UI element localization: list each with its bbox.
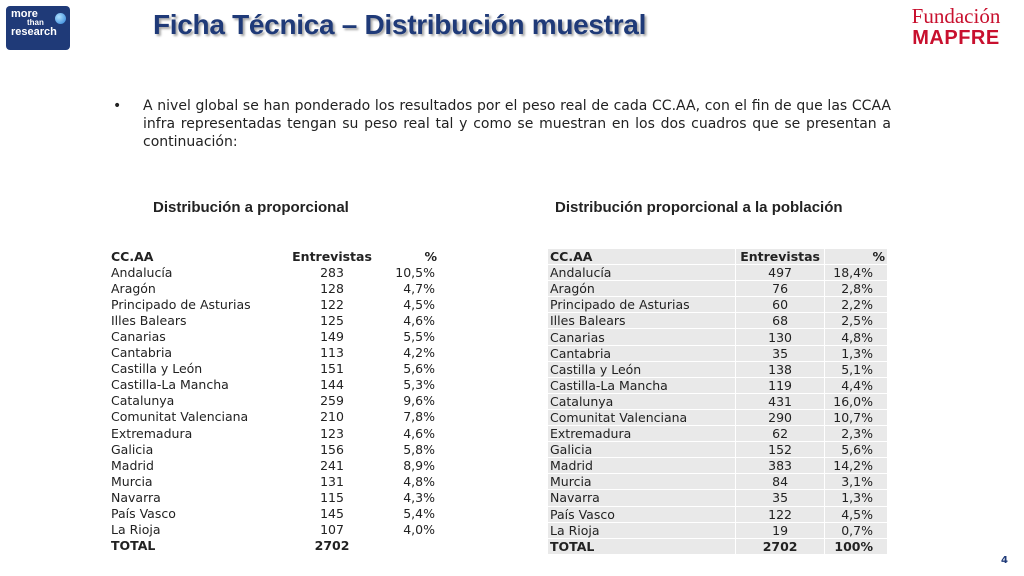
bullet-icon: • <box>113 98 122 114</box>
cell-percent: 1,3% <box>824 345 887 361</box>
cell-ccaa: Extremadura <box>548 426 736 442</box>
cell-ccaa: Navarra <box>548 490 736 506</box>
cell-percent: 2,8% <box>824 281 887 297</box>
cell-entrevistas: 156 <box>320 441 344 457</box>
logo-left-line2: than <box>27 18 44 27</box>
table-row <box>109 312 439 328</box>
table-row <box>548 506 888 522</box>
right-table-title: Distribución proporcional a la población <box>555 199 843 216</box>
column-header-entrevistas: Entrevistas <box>292 248 372 264</box>
table-header-row <box>548 249 888 265</box>
cell-ccaa: Illes Balears <box>548 313 736 329</box>
cell-ccaa: Castilla-La Mancha <box>111 377 229 393</box>
cell-entrevistas: 125 <box>320 312 344 328</box>
cell-percent: 3,1% <box>824 474 887 490</box>
page-number: 4 <box>1001 555 1008 566</box>
table-row <box>109 393 439 409</box>
cell-entrevistas: 152 <box>736 442 825 458</box>
globe-icon <box>55 13 66 24</box>
cell-percent: 2,3% <box>824 426 887 442</box>
cell-percent: 4,7% <box>403 280 435 296</box>
table-row <box>109 361 439 377</box>
cell-entrevistas: 19 <box>736 522 825 538</box>
cell-entrevistas: 35 <box>736 345 825 361</box>
cell-entrevistas: 290 <box>736 409 825 425</box>
cell-entrevistas: 62 <box>736 426 825 442</box>
total-cell-entrevistas: 2702 <box>736 538 825 554</box>
table-total-row <box>548 538 888 554</box>
cell-entrevistas: 210 <box>320 409 344 425</box>
cell-percent: 4,6% <box>403 425 435 441</box>
cell-entrevistas: 115 <box>320 489 344 505</box>
cell-entrevistas: 123 <box>320 425 344 441</box>
cell-percent: 5,8% <box>403 441 435 457</box>
cell-ccaa: Castilla y León <box>111 361 203 377</box>
cell-entrevistas: 76 <box>736 281 825 297</box>
cell-entrevistas: 130 <box>736 329 825 345</box>
cell-percent: 2,2% <box>824 297 887 313</box>
cell-entrevistas: 122 <box>736 506 825 522</box>
cell-ccaa: Andalucía <box>548 265 736 281</box>
cell-entrevistas: 107 <box>320 522 344 538</box>
column-header-ccaa: CC.AA <box>111 248 154 264</box>
cell-ccaa: Canarias <box>111 329 166 345</box>
cell-percent: 4,6% <box>403 312 435 328</box>
table-header-row <box>109 248 439 264</box>
more-than-research-logo <box>6 6 70 50</box>
table-row <box>548 490 888 506</box>
cell-ccaa: Catalunya <box>548 393 736 409</box>
table-row <box>548 474 888 490</box>
right-table-body <box>548 265 888 555</box>
table-row <box>548 522 888 538</box>
table-row <box>109 506 439 522</box>
table-row <box>109 441 439 457</box>
cell-ccaa: La Rioja <box>548 522 736 538</box>
cell-entrevistas: 138 <box>736 361 825 377</box>
total-cell-ccaa: TOTAL <box>548 538 736 554</box>
cell-ccaa: Madrid <box>111 457 154 473</box>
table-row <box>109 425 439 441</box>
cell-percent: 14,2% <box>824 458 887 474</box>
cell-entrevistas: 128 <box>320 280 344 296</box>
cell-ccaa: Navarra <box>111 489 161 505</box>
logo-left-line3: research <box>11 26 57 38</box>
cell-percent: 8,9% <box>403 457 435 473</box>
cell-percent: 16,0% <box>824 393 887 409</box>
cell-entrevistas: 113 <box>320 345 344 361</box>
cell-percent: 4,3% <box>403 489 435 505</box>
cell-percent: 4,5% <box>403 296 435 312</box>
cell-entrevistas: 144 <box>320 377 344 393</box>
table-row <box>548 281 888 297</box>
cell-ccaa: País Vasco <box>111 506 176 522</box>
column-header-ccaa: CC.AA <box>548 249 736 265</box>
cell-entrevistas: 383 <box>736 458 825 474</box>
cell-entrevistas: 145 <box>320 506 344 522</box>
cell-percent: 2,5% <box>824 313 887 329</box>
cell-ccaa: Comunitat Valenciana <box>548 409 736 425</box>
table-row <box>548 442 888 458</box>
cell-ccaa: Madrid <box>548 458 736 474</box>
cell-ccaa: La Rioja <box>111 522 161 538</box>
table-row <box>548 265 888 281</box>
cell-entrevistas: 431 <box>736 393 825 409</box>
cell-ccaa: Galicia <box>111 441 154 457</box>
left-distribution-table <box>109 248 439 554</box>
cell-ccaa: Principado de Asturias <box>111 296 251 312</box>
cell-entrevistas: 122 <box>320 296 344 312</box>
table-row <box>109 489 439 505</box>
cell-entrevistas: 283 <box>320 264 344 280</box>
cell-ccaa: Catalunya <box>111 393 175 409</box>
cell-ccaa: Illes Balears <box>111 312 187 328</box>
cell-percent: 4,5% <box>824 506 887 522</box>
cell-percent: 5,1% <box>824 361 887 377</box>
cell-percent: 5,6% <box>824 442 887 458</box>
cell-ccaa: Murcia <box>111 473 153 489</box>
cell-percent: 5,3% <box>403 377 435 393</box>
table-row <box>548 297 888 313</box>
intro-paragraph <box>113 97 891 151</box>
cell-entrevistas: 84 <box>736 474 825 490</box>
cell-entrevistas: 497 <box>736 265 825 281</box>
cell-ccaa: Principado de Asturias <box>548 297 736 313</box>
right-distribution-table <box>547 248 888 555</box>
cell-percent: 4,4% <box>824 377 887 393</box>
fundacion-mapfre-logo <box>900 5 1012 49</box>
table-row <box>548 345 888 361</box>
table-row <box>548 377 888 393</box>
cell-percent: 7,8% <box>403 409 435 425</box>
logo-right-line2: MAPFRE <box>912 27 1000 49</box>
cell-entrevistas: 119 <box>736 377 825 393</box>
logo-right-line1: Fundación <box>911 4 1001 28</box>
cell-entrevistas: 68 <box>736 313 825 329</box>
intro-text: A nivel global se han ponderado los resultados por el peso real de cada CC.AA, con el fin de que las CCAA infra representadas tengan su peso real tal y como se muestran en los dos cuadros que se presentan a continuación: <box>143 98 891 150</box>
page-title: Ficha Técnica – Distribución muestral <box>153 9 647 40</box>
table-row <box>548 361 888 377</box>
cell-percent: 5,5% <box>403 329 435 345</box>
cell-percent: 0,7% <box>824 522 887 538</box>
cell-ccaa: Comunitat Valenciana <box>111 409 249 425</box>
cell-ccaa: Aragón <box>111 280 156 296</box>
table-row <box>109 296 439 312</box>
cell-percent: 10,7% <box>824 409 887 425</box>
cell-percent: 10,5% <box>395 264 435 280</box>
cell-percent: 9,6% <box>403 393 435 409</box>
cell-ccaa: Cantabria <box>548 345 736 361</box>
cell-ccaa: Aragón <box>548 281 736 297</box>
table-row <box>548 426 888 442</box>
total-cell-entrevistas: 2702 <box>314 538 350 554</box>
cell-ccaa: País Vasco <box>548 506 736 522</box>
column-header-percent: % <box>824 249 887 265</box>
cell-entrevistas: 35 <box>736 490 825 506</box>
table-row <box>109 345 439 361</box>
cell-percent: 4,0% <box>403 522 435 538</box>
cell-entrevistas: 241 <box>320 457 344 473</box>
total-cell-percent <box>374 538 439 554</box>
cell-ccaa: Canarias <box>548 329 736 345</box>
left-table-title: Distribución a proporcional <box>153 199 349 216</box>
cell-ccaa: Andalucía <box>111 264 173 280</box>
cell-ccaa: Cantabria <box>111 345 173 361</box>
left-table-body <box>109 264 439 554</box>
column-header-percent: % <box>424 248 437 264</box>
cell-percent: 4,8% <box>824 329 887 345</box>
cell-ccaa: Murcia <box>548 474 736 490</box>
cell-entrevistas: 131 <box>320 473 344 489</box>
total-cell-ccaa: TOTAL <box>111 538 156 554</box>
table-row <box>109 264 439 280</box>
cell-percent: 4,8% <box>403 473 435 489</box>
total-cell-percent: 100% <box>824 538 887 554</box>
logo-left-line1: more <box>11 8 38 20</box>
cell-ccaa: Castilla y León <box>548 361 736 377</box>
cell-entrevistas: 60 <box>736 297 825 313</box>
cell-entrevistas: 151 <box>320 361 344 377</box>
cell-entrevistas: 259 <box>320 393 344 409</box>
cell-ccaa: Extremadura <box>111 425 193 441</box>
cell-entrevistas: 149 <box>320 329 344 345</box>
table-row <box>548 329 888 345</box>
table-total-row <box>109 538 439 554</box>
cell-ccaa: Galicia <box>548 442 736 458</box>
table-row <box>548 393 888 409</box>
table-row <box>109 280 439 296</box>
table-row <box>109 409 439 425</box>
cell-percent: 18,4% <box>824 265 887 281</box>
table-row <box>109 328 439 344</box>
table-row <box>109 473 439 489</box>
column-header-entrevistas: Entrevistas <box>736 249 825 265</box>
table-row <box>109 522 439 538</box>
table-row <box>109 457 439 473</box>
cell-percent: 1,3% <box>824 490 887 506</box>
table-row <box>548 313 888 329</box>
table-row <box>109 377 439 393</box>
cell-percent: 4,2% <box>403 345 435 361</box>
cell-ccaa: Castilla-La Mancha <box>548 377 736 393</box>
cell-percent: 5,4% <box>403 506 435 522</box>
table-row <box>548 458 888 474</box>
table-row <box>548 409 888 425</box>
cell-percent: 5,6% <box>403 361 435 377</box>
